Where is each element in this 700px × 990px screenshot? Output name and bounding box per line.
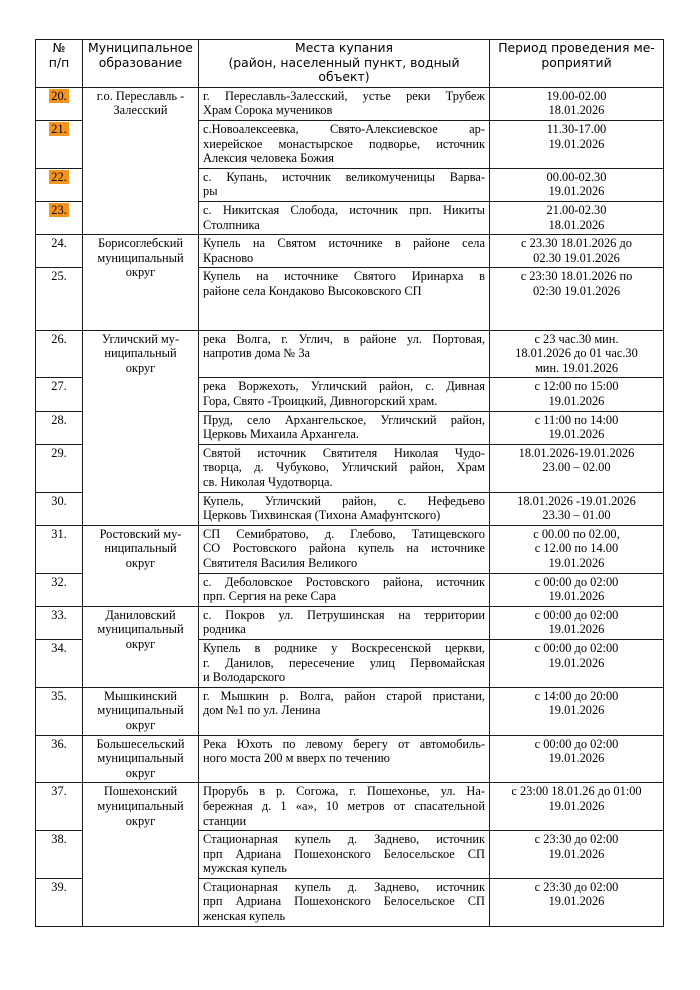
highlighted-row-number: 21. — [51, 121, 67, 136]
row-number-cell: 38. — [36, 831, 83, 879]
table-row — [36, 735, 664, 783]
municipality-cell: г.о. Переславль - Залесский — [83, 87, 199, 234]
row-number-cell: 33. — [36, 606, 83, 639]
municipality-cell: Большесельский муниципальный округ — [83, 735, 199, 783]
row-number-cell: 30. — [36, 492, 83, 525]
row-number-cell: 26. — [36, 330, 83, 378]
highlighted-row-number: 23. — [51, 202, 67, 217]
municipality-cell: Ростовский му- ниципальный округ — [83, 525, 199, 606]
municipality-cell: Пошехонский муниципальный округ — [83, 783, 199, 926]
bathing-place-cell: г. Мышкин р. Волга, район старой пристани, дом №1 по ул. Ленина — [199, 687, 490, 735]
bathing-place-cell: река Воржехоть, Угличский район, с. Дивная Гора, Свято -Троицкий, Дивногорский храм. — [199, 378, 490, 411]
period-cell: с 23:30 до 02:00 19.01.2026 — [490, 831, 664, 879]
period-cell: 18.01.2026 -19.01.2026 23.30 – 01.00 — [490, 492, 664, 525]
row-number-cell: 34. — [36, 639, 83, 687]
row-number-cell — [36, 87, 83, 120]
table-row — [36, 87, 664, 120]
period-cell: 19.00-02.00 18.01.2026 — [490, 87, 664, 120]
municipality-cell: Борисоглебский муниципальный округ — [83, 235, 199, 331]
bathing-place-cell: Купель, Угличский район, с. Нефедьево Церковь Тихвинская (Тихона Амафунтского) — [199, 492, 490, 525]
bathing-place-cell: Река Юхоть по левому берегу от автомобиль- ного моста 200 м вверх по течению — [199, 735, 490, 783]
municipality-cell: Угличский му- ниципальный округ — [83, 330, 199, 525]
period-cell: с 00:00 до 02:00 19.01.2026 — [490, 639, 664, 687]
bathing-schedule-table — [35, 39, 664, 927]
row-number-cell: 32. — [36, 573, 83, 606]
period-cell: с 23:30 до 02:00 19.01.2026 — [490, 878, 664, 926]
bathing-place-cell: СП Семибратово, д. Глебово, Татищевского СО Ростовского района купель на источнике Святителя Василия Великого — [199, 525, 490, 573]
bathing-place-cell: с. Деболовское Ростовского района, источник прп. Сергия на реке Сара — [199, 573, 490, 606]
period-cell: с 23:30 18.01.2026 по 02:30 19.01.2026 — [490, 268, 664, 330]
row-number-cell: 27. — [36, 378, 83, 411]
row-number-cell: 36. — [36, 735, 83, 783]
highlighted-row-number: 22. — [51, 169, 67, 184]
row-number-cell: 25. — [36, 268, 83, 330]
period-cell: 11.30-17.00 19.01.2026 — [490, 120, 664, 168]
bathing-place-cell: Прорубь в р. Согожа, г. Пошехонье, ул. На- бережная д. 1 «а», 10 метров от спасательной станции — [199, 783, 490, 831]
period-cell: с 12:00 по 15:00 19.01.2026 — [490, 378, 664, 411]
header-cell-municipality: Муниципальное образование — [83, 40, 199, 88]
period-cell: 18.01.2026-19.01.2026 23.00 – 02.00 — [490, 444, 664, 492]
row-number-cell: 31. — [36, 525, 83, 573]
row-number-cell: 29. — [36, 444, 83, 492]
period-cell: с 00:00 до 02:00 19.01.2026 — [490, 735, 664, 783]
highlighted-row-number: 20. — [51, 88, 67, 103]
bathing-place-cell: с.Новоалексеевка, Свято-Алексиевское ар- хиерейское монастырское подворье, источник Алексия человека Божия — [199, 120, 490, 168]
row-number-cell — [36, 201, 83, 234]
bathing-place-cell: с. Покров ул. Петрушинская на территории родника — [199, 606, 490, 639]
header-cell-place: Места купания (район, населенный пункт, водный объект) — [199, 40, 490, 88]
header-row — [36, 40, 664, 88]
header-cell-number: № п/п — [36, 40, 83, 88]
bathing-place-cell: Стационарная купель д. Заднево, источник прп Адриана Пошехонского Белосельское СП мужская купель — [199, 831, 490, 879]
row-number-cell: 39. — [36, 878, 83, 926]
bathing-place-cell: Купель на источнике Святого Иринарха в районе села Кондаково Высоковского СП — [199, 268, 490, 330]
period-cell: с 00:00 до 02:00 19.01.2026 — [490, 606, 664, 639]
table-row — [36, 783, 664, 831]
period-cell: с 00.00 по 02.00, с 12.00 по 14.00 19.01.2026 — [490, 525, 664, 573]
cell-spacer — [203, 299, 485, 328]
period-cell: с 00:00 до 02:00 19.01.2026 — [490, 573, 664, 606]
bathing-place-cell: с. Никитская Слобода, источник прп. Никиты Столпника — [199, 201, 490, 234]
header-cell-period: Период проведения ме- роприятий — [490, 40, 664, 88]
row-number-cell: 35. — [36, 687, 83, 735]
period-cell: с 14:00 до 20:00 19.01.2026 — [490, 687, 664, 735]
bathing-place-cell: река Волга, г. Углич, в районе ул. Портовая, напротив дома № 3а — [199, 330, 490, 378]
bathing-place-cell: г. Переславль-Залесский, устье реки Трубеж Храм Сорока мучеников — [199, 87, 490, 120]
period-cell: 21.00-02.30 18.01.2026 — [490, 201, 664, 234]
municipality-cell: Мышкинский муниципальный округ — [83, 687, 199, 735]
period-cell: с 23 час.30 мин. 18.01.2026 до 01 час.30 мин. 19.01.2026 — [490, 330, 664, 378]
period-cell: с 23:00 18.01.26 до 01:00 19.01.2026 — [490, 783, 664, 831]
bathing-place-cell: Стационарная купель д. Заднево, источник прп Адриана Пошехонского Белосельское СП женская купель — [199, 878, 490, 926]
table-body — [36, 87, 664, 926]
period-cell: с 11:00 по 14:00 19.01.2026 — [490, 411, 664, 444]
row-number-cell: 28. — [36, 411, 83, 444]
table-row — [36, 525, 664, 573]
municipality-cell: Даниловский муниципальный округ — [83, 606, 199, 687]
period-cell: 00.00-02.30 19.01.2026 — [490, 168, 664, 201]
table-row — [36, 330, 664, 378]
cell-spacer — [203, 766, 485, 781]
bathing-place-cell: Купель на Святом источнике в районе села Красново — [199, 235, 490, 268]
bathing-place-cell: Святой источник Святителя Николая Чудо- творца, д. Чубуково, Угличский район, Храм св. Николая Чудотворца. — [199, 444, 490, 492]
row-number-cell — [36, 168, 83, 201]
cell-spacer — [203, 718, 485, 733]
table-row — [36, 606, 664, 639]
bathing-place-cell: с. Купань, источник великомученицы Варва- ры — [199, 168, 490, 201]
period-cell: с 23.30 18.01.2026 до 02.30 19.01.2026 — [490, 235, 664, 268]
table-row — [36, 235, 664, 268]
row-number-cell — [36, 120, 83, 168]
bathing-place-cell: Пруд, село Архангельское, Угличский район, Церковь Михаила Архангела. — [199, 411, 490, 444]
table-row — [36, 687, 664, 735]
bathing-place-cell: Купель в роднике у Воскресенской церкви, г. Данилов, пересечение улиц Первомайская и Володарского — [199, 639, 490, 687]
table-header — [36, 40, 664, 88]
row-number-cell: 37. — [36, 783, 83, 831]
row-number-cell: 24. — [36, 235, 83, 268]
